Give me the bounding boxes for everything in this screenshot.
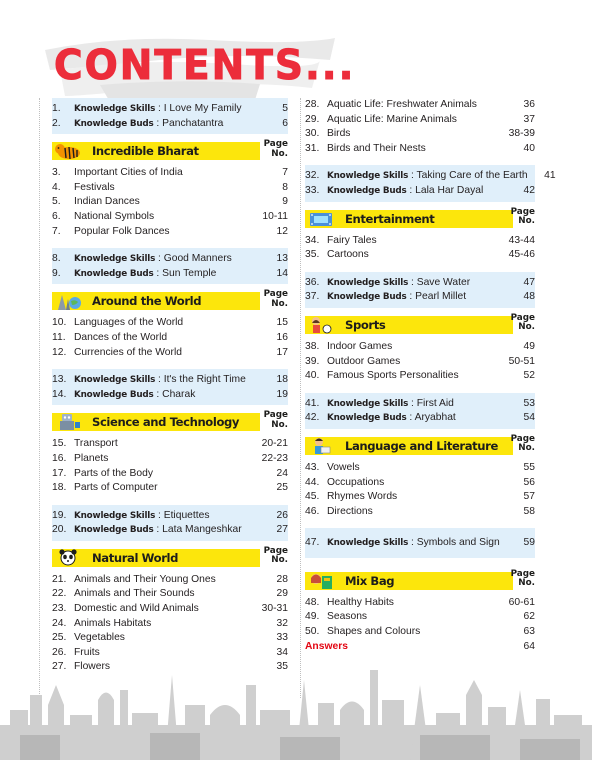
toc-entry[interactable]: 10. Languages of the World 15: [52, 317, 288, 329]
toc-entry[interactable]: 27. Flowers 35: [52, 661, 288, 673]
skyline-illustration: [0, 655, 592, 760]
toc-entry[interactable]: 22. Animals and Their Sounds 29: [52, 588, 288, 600]
section-header-around-the-world[interactable]: Around the World Page No.: [52, 290, 288, 312]
toc-entry[interactable]: 24. Animals Habitats 32: [52, 617, 288, 629]
answers-entry[interactable]: Answers 64: [305, 640, 535, 652]
toc-entry[interactable]: 4. Festivals 8: [52, 181, 288, 193]
panda-icon: [54, 548, 82, 568]
toc-entry[interactable]: 36. Knowledge Skills : Save Water 47: [305, 276, 535, 288]
knowledge-box: [52, 248, 288, 284]
toc-entry[interactable]: 12. Currencies of the World 17: [52, 346, 288, 358]
toc-entry[interactable]: 33. Knowledge Buds : Lala Har Dayal 42: [305, 184, 535, 196]
toc-entry[interactable]: 31. Birds and Their Nests 40: [305, 142, 535, 154]
left-column-divider: [39, 98, 40, 698]
section-header-science-and-technology[interactable]: Science and Technology Page No.: [52, 411, 288, 433]
knowledge-box: [52, 98, 288, 134]
knowledge-box: [52, 369, 288, 405]
toc-entry[interactable]: 18. Parts of Computer 25: [52, 482, 288, 494]
reading-boy-icon: [307, 436, 335, 456]
toc-entry[interactable]: 37. Knowledge Buds : Pearl Millet 48: [305, 291, 535, 303]
section-header-entertainment[interactable]: Entertainment Page No.: [305, 208, 535, 230]
robot-icon: [54, 412, 82, 432]
sports-icon: [307, 315, 335, 335]
toc-entry[interactable]: 48. Healthy Habits 60-61: [305, 596, 535, 608]
toc-entry[interactable]: 50. Shapes and Colours 63: [305, 626, 535, 638]
contents-left-column: [52, 98, 288, 675]
section-header-language-and-literature[interactable]: Language and Literature Page No.: [305, 435, 535, 457]
toc-entry[interactable]: 11. Dances of the World 16: [52, 331, 288, 343]
tiger-icon: [54, 141, 82, 161]
toc-entry[interactable]: 13. Knowledge Skills : It's the Right Time 18: [52, 374, 288, 386]
toc-entry[interactable]: 8. Knowledge Skills : Good Manners 13: [52, 253, 288, 265]
contents-right-column: [300, 98, 556, 698]
toc-entry[interactable]: 21. Animals and Their Young Ones 28: [52, 573, 288, 585]
toc-entry[interactable]: 7. Popular Folk Dances 12: [52, 225, 288, 237]
section-header-sports[interactable]: Sports Page No.: [305, 314, 535, 336]
toc-entry[interactable]: 2. Knowledge Buds : Panchatantra 6: [52, 117, 288, 129]
toc-entry[interactable]: 30. Birds 38-39: [305, 128, 535, 140]
toc-entry[interactable]: 40. Famous Sports Personalities 52: [305, 370, 535, 382]
toc-entry[interactable]: 43. Vowels 55: [305, 461, 535, 473]
toc-entry[interactable]: 28. Aquatic Life: Freshwater Animals 36: [305, 99, 535, 110]
toc-entry[interactable]: 34. Fairy Tales 43-44: [305, 234, 535, 246]
toc-entry[interactable]: 20. Knowledge Buds : Lata Mangeshkar 27: [52, 524, 288, 536]
toc-entry[interactable]: 41. Knowledge Skills : First Aid 53: [305, 397, 535, 409]
toc-entry[interactable]: 16. Planets 22-23: [52, 452, 288, 464]
toc-entry[interactable]: 45. Rhymes Words 57: [305, 491, 535, 503]
toc-entry[interactable]: 39. Outdoor Games 50-51: [305, 355, 535, 367]
film-icon: [307, 209, 335, 229]
knowledge-box: [305, 393, 535, 429]
toc-entry[interactable]: 46. Directions 58: [305, 505, 535, 517]
toc-entry[interactable]: 26. Fruits 34: [52, 646, 288, 658]
toc-entry[interactable]: 5. Indian Dances 9: [52, 196, 288, 208]
toc-entry[interactable]: 47. Knowledge Skills : Symbols and Sign 59: [305, 537, 535, 549]
toc-entry[interactable]: 19. Knowledge Skills : Etiquettes 26: [52, 509, 288, 521]
knowledge-box: [305, 272, 535, 308]
toc-entry[interactable]: 29. Aquatic Life: Marine Animals 37: [305, 113, 535, 125]
toc-entry[interactable]: 17. Parts of the Body 24: [52, 467, 288, 479]
knowledge-box: [305, 528, 535, 558]
toc-entry[interactable]: 6. National Symbols 10-11: [52, 210, 288, 222]
toc-entry[interactable]: 42. Knowledge Buds : Aryabhat 54: [305, 412, 535, 424]
toc-entry[interactable]: 49. Seasons 62: [305, 611, 535, 623]
toc-entry[interactable]: 1. Knowledge Skills : I Love My Family 5: [52, 103, 288, 114]
toc-entry[interactable]: 35. Cartoons 45-46: [305, 249, 535, 261]
section-header-mix-bag[interactable]: Mix Bag Page No.: [305, 570, 535, 592]
mixbag-icon: [307, 571, 335, 591]
toc-entry[interactable]: 9. Knowledge Buds : Sun Temple 14: [52, 267, 288, 279]
knowledge-box: [52, 505, 288, 541]
section-header-natural-world[interactable]: Natural World Page No.: [52, 547, 288, 569]
toc-entry[interactable]: 14. Knowledge Buds : Charak 19: [52, 388, 288, 400]
globe-icon: [54, 291, 82, 311]
section-header-incredible-bharat[interactable]: Incredible Bharat Page No.: [52, 140, 288, 162]
toc-entry[interactable]: 23. Domestic and Wild Animals 30-31: [52, 603, 288, 615]
toc-entry[interactable]: 3. Important Cities of India 7: [52, 167, 288, 179]
page-title: CONTENTS...: [54, 42, 356, 90]
toc-entry[interactable]: 44. Occupations 56: [305, 476, 535, 488]
toc-entry[interactable]: 38. Indoor Games 49: [305, 340, 535, 352]
knowledge-box: [305, 165, 556, 201]
toc-entry[interactable]: 32. Knowledge Skills : Taking Care of the Earth 41: [305, 170, 556, 182]
toc-entry[interactable]: 15. Transport 20-21: [52, 438, 288, 450]
toc-entry[interactable]: 25. Vegetables 33: [52, 632, 288, 644]
